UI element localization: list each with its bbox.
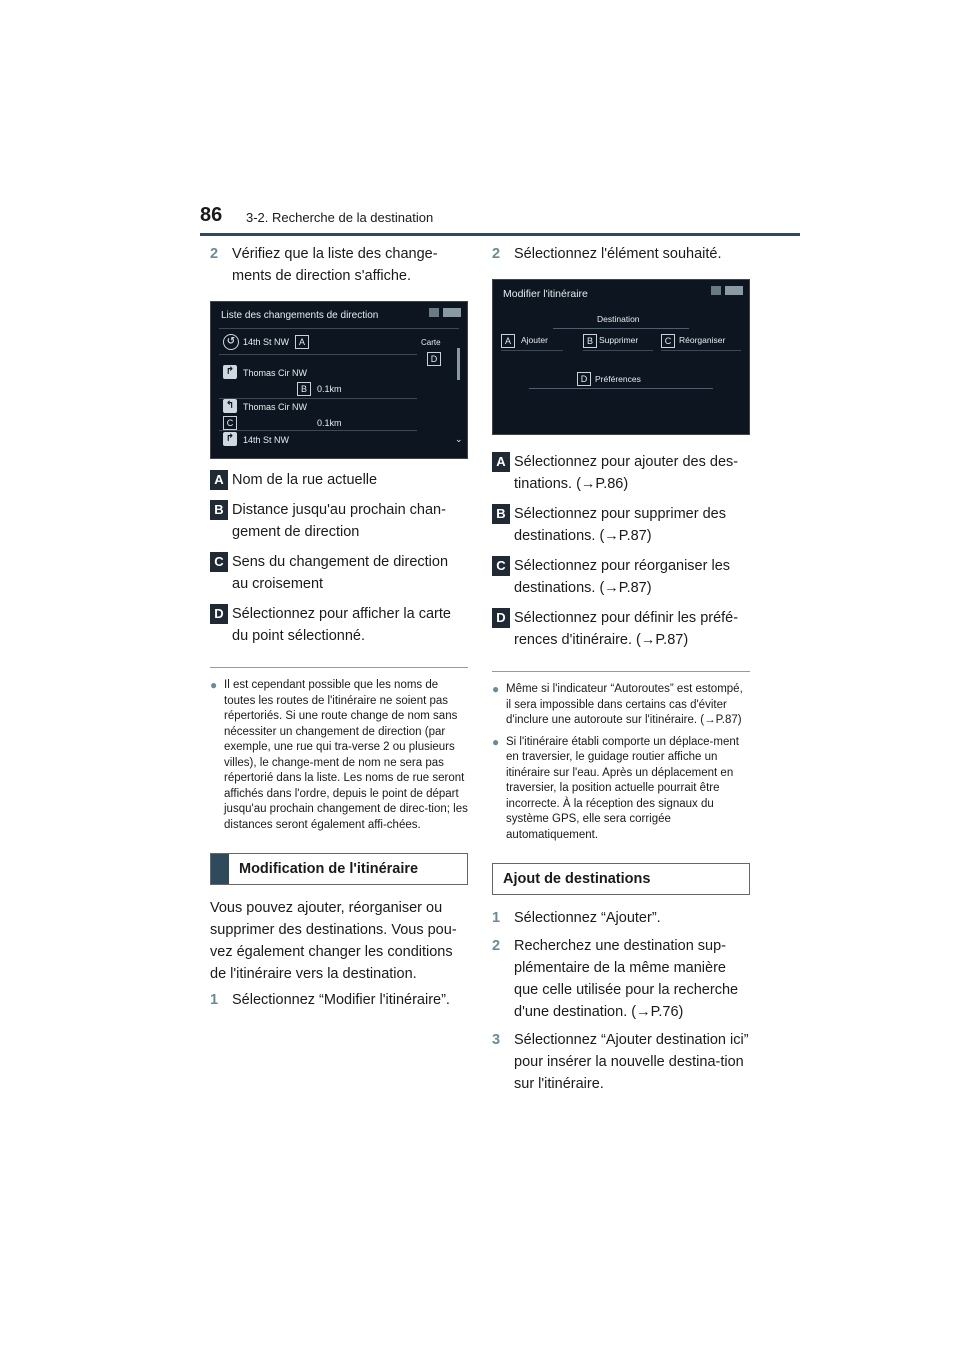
legend-text: Nom de la rue actuelle bbox=[232, 472, 378, 488]
row1-street: 14th St NW bbox=[243, 337, 290, 347]
section-heading bbox=[492, 863, 750, 895]
divider bbox=[219, 398, 417, 399]
step-text: Recherchez une destination sup-plémentaire de la même manière que celle utilisée pour la recherche d'une destination. (→P.76) bbox=[514, 938, 739, 1020]
step-number: 2 bbox=[210, 246, 219, 262]
legend-key: B bbox=[210, 500, 228, 520]
legend-a bbox=[210, 469, 468, 491]
row3-distance: 0.1km bbox=[317, 418, 342, 428]
legend-key: A bbox=[210, 470, 228, 490]
step-number: 3 bbox=[492, 1032, 501, 1048]
legend-key: B bbox=[492, 504, 510, 524]
row4-street: 14th St NW bbox=[243, 435, 290, 445]
bullet-icon: ● bbox=[492, 734, 500, 749]
label-d: D bbox=[427, 352, 441, 366]
status-icon bbox=[711, 286, 721, 295]
scroll-down-icon[interactable]: ⌄ bbox=[455, 434, 463, 444]
step-number: 1 bbox=[210, 992, 219, 1008]
heading-bar bbox=[211, 854, 229, 884]
section-heading bbox=[210, 853, 468, 885]
legend-text: Sélectionnez pour afficher la carte du point sélectionné. bbox=[232, 606, 451, 644]
turn-list-screen bbox=[210, 301, 468, 459]
step-2-right-add bbox=[492, 935, 750, 1023]
page-number: 86 bbox=[200, 204, 223, 226]
current-position-icon: ↺ bbox=[223, 334, 239, 350]
note bbox=[210, 678, 468, 833]
edit-route-screen bbox=[492, 279, 750, 435]
step-number: 1 bbox=[492, 910, 501, 926]
divider bbox=[553, 328, 689, 329]
legend-b bbox=[492, 503, 750, 547]
status-icon bbox=[443, 308, 461, 317]
row2-distance: 0.1km bbox=[317, 384, 342, 394]
screen-title: Modifier l'itinéraire bbox=[503, 288, 588, 300]
step-text: Sélectionnez l'élément souhaité. bbox=[514, 246, 722, 262]
note-text: Il est cependant possible que les noms de toutes les routes de l'itinéraire ne soient pas répertoriés. Si une route change de nom sans nécessiter un changement de direction (par exemple, une rue qui tra-verse 2 ou plusieurs villes), le change-ment de nom ne sera pas répertorié dans la liste. Les noms de rue seront affichés dans l'ordre, depuis le point de départ jusqu'au prochain changement de direc-tion; les distances seront également affi-chées. bbox=[224, 679, 468, 831]
row3-street: Thomas Cir NW bbox=[243, 402, 308, 412]
row2-street: Thomas Cir NW bbox=[243, 368, 308, 378]
reorder-button[interactable]: Réorganiser bbox=[679, 335, 726, 345]
turn-left-icon: ↰ bbox=[223, 399, 237, 413]
screen-title: Liste des changements de direction bbox=[221, 310, 379, 321]
step-text: Vérifiez que la liste des change-ments de direction s'affiche. bbox=[232, 246, 438, 284]
right-steps bbox=[492, 907, 750, 1095]
divider bbox=[219, 354, 417, 355]
bullet-icon: ● bbox=[210, 678, 218, 692]
legend-c bbox=[492, 555, 750, 599]
legend-text: Sélectionnez pour ajouter des des-tinations. (→P.86) bbox=[514, 454, 739, 492]
note-divider bbox=[492, 671, 750, 672]
delete-button[interactable]: Supprimer bbox=[599, 335, 639, 345]
legend-text: Sélectionnez pour définir les préfé-rences d'itinéraire. (→P.87) bbox=[514, 610, 739, 648]
preferences-button[interactable]: Préférences bbox=[595, 374, 641, 384]
step-text: Sélectionnez “Ajouter destination ici” pour insérer la nouvelle destina-tion sur l'itinéraire. bbox=[514, 1032, 749, 1092]
step-1-left bbox=[210, 989, 468, 1011]
map-button[interactable]: Carte bbox=[421, 338, 441, 347]
label-a: A bbox=[295, 335, 309, 349]
label-c: C bbox=[223, 416, 237, 430]
legend-key: C bbox=[210, 552, 228, 572]
label-b: B bbox=[583, 334, 597, 348]
legend-d bbox=[492, 607, 750, 651]
legend-key: D bbox=[210, 604, 228, 624]
step-1-right bbox=[492, 907, 750, 929]
bullet-icon: ● bbox=[492, 682, 500, 696]
label-b: B bbox=[297, 382, 311, 396]
divider bbox=[529, 388, 713, 389]
step-number: 2 bbox=[492, 246, 501, 262]
right-legend bbox=[492, 451, 750, 651]
note-text: Même si l'indicateur “Autoroutes” est estompé, il sera impossible dans certains cas d'éviter d'inclure une autoroute sur l'itinéraire. (→P.87) bbox=[506, 683, 743, 726]
divider bbox=[219, 328, 459, 329]
step-number: 2 bbox=[492, 938, 501, 954]
destination-label: Destination bbox=[597, 314, 640, 324]
legend-text: Sélectionnez pour réorganiser les destinations. (→P.87) bbox=[514, 558, 731, 596]
legend-c bbox=[210, 551, 468, 595]
step-2-right bbox=[492, 243, 750, 265]
step-3-right-add bbox=[492, 1029, 750, 1095]
section-title: 3-2. Recherche de la destination bbox=[246, 210, 434, 225]
status-icon bbox=[725, 286, 743, 295]
legend-text: Distance jusqu'au prochain chan-gement de direction bbox=[232, 502, 446, 540]
intro-paragraph: Vous pouvez ajouter, réorganiser ou supprimer des destinations. Vous pou-vez également changer les conditions de l'itinéraire vers la destination. bbox=[210, 900, 457, 982]
divider bbox=[661, 350, 741, 351]
label-a: A bbox=[501, 334, 515, 348]
legend-key: A bbox=[492, 452, 510, 472]
legend-d bbox=[210, 603, 468, 647]
heading-text: Ajout de destinations bbox=[503, 871, 651, 887]
right-column bbox=[492, 243, 750, 1101]
heading-text: Modification de l'itinéraire bbox=[239, 861, 419, 877]
divider bbox=[501, 350, 563, 351]
scrollbar[interactable] bbox=[457, 348, 460, 380]
note-divider bbox=[210, 667, 468, 668]
turn-right-icon: ↱ bbox=[223, 365, 237, 379]
header-rule bbox=[200, 233, 800, 236]
left-column bbox=[210, 243, 468, 1017]
note bbox=[492, 735, 750, 844]
label-c: C bbox=[661, 334, 675, 348]
divider bbox=[583, 350, 653, 351]
note-text: Si l'itinéraire établi comporte un déplace-ment en traversier, le guidage routier affiche un itinéraire sur l'eau. Après un déplacement en traversier, la position actuelle pourrait être incorrecte. À la réception des signaux du système GPS, elle sera corrigée automatiquement. bbox=[506, 735, 739, 841]
legend-text: Sens du changement de direction au croisement bbox=[232, 554, 449, 592]
legend-b bbox=[210, 499, 468, 543]
step-text: Sélectionnez “Ajouter”. bbox=[514, 910, 661, 926]
status-icon bbox=[429, 308, 439, 317]
turn-right-icon: ↱ bbox=[223, 432, 237, 446]
add-button[interactable]: Ajouter bbox=[521, 335, 548, 345]
legend-a bbox=[492, 451, 750, 495]
step-text: Sélectionnez “Modifier l'itinéraire”. bbox=[232, 992, 450, 1008]
note bbox=[492, 682, 750, 729]
divider bbox=[219, 430, 417, 431]
label-d: D bbox=[577, 372, 591, 386]
left-legend bbox=[210, 469, 468, 647]
legend-key: D bbox=[492, 608, 510, 628]
legend-key: C bbox=[492, 556, 510, 576]
step-2-left bbox=[210, 243, 468, 287]
legend-text: Sélectionnez pour supprimer des destinations. (→P.87) bbox=[514, 506, 726, 544]
